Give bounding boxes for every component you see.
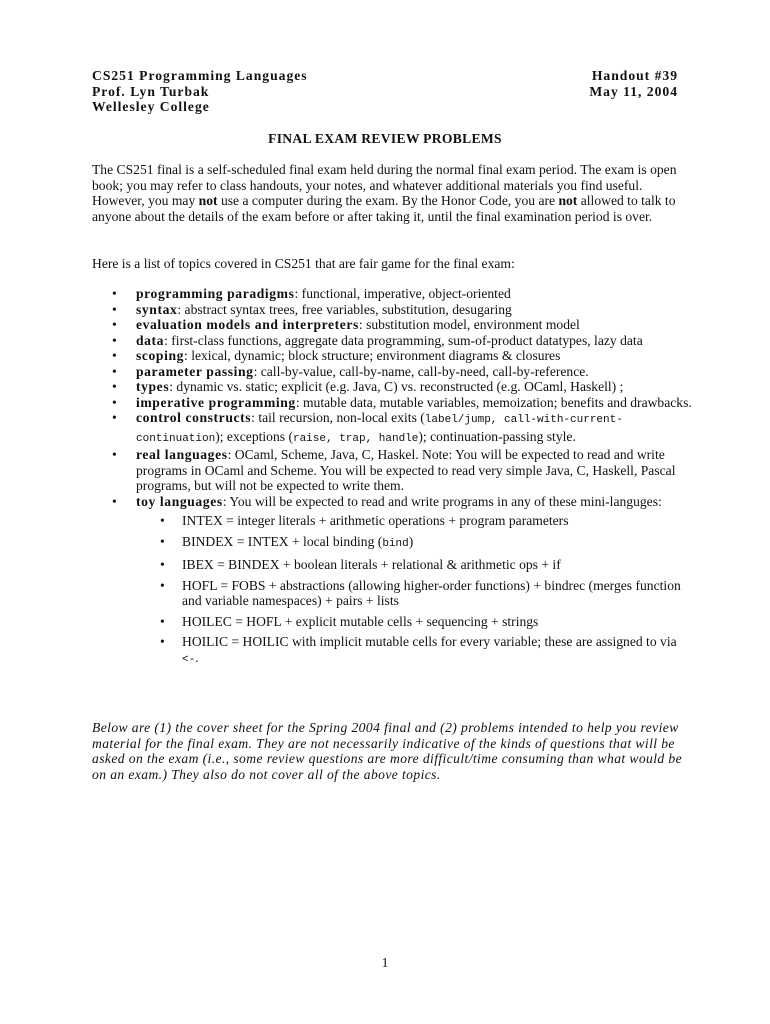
topic-term: data <box>136 332 165 348</box>
course-header <box>92 68 308 115</box>
list-item <box>92 395 692 411</box>
topic-description: : You will be expected to read and write programs in any of these mini-languges: <box>222 493 662 509</box>
list-item <box>136 634 692 668</box>
language-description: ) <box>408 533 414 549</box>
topic-term: evaluation models and interpreters <box>136 317 359 332</box>
topic-description: ); continuation-passing style. <box>418 428 576 444</box>
intro-text-3: allowed to talk to anyone about the details of the exam before or after taking it, until the final examination period is over. <box>92 193 676 224</box>
code-snippet: bind <box>382 537 409 550</box>
list-item <box>136 534 692 553</box>
topic-term: syntax <box>136 301 178 317</box>
code-snippet: raise, trap, handle <box>292 432 419 445</box>
topic-term: scoping <box>136 348 185 363</box>
list-item <box>92 348 692 364</box>
language-description: HOILEC = HOFL + explicit mutable cells + sequencing + strings <box>182 613 539 629</box>
intro-paragraph <box>92 162 692 224</box>
topic-description: : substitution model, environment model <box>358 317 580 332</box>
intro-emphasis-not-2: not <box>558 193 578 208</box>
topic-term: types <box>136 379 170 394</box>
topic-description: ); exceptions ( <box>215 428 293 444</box>
topic-term: toy languages <box>136 493 223 509</box>
intro-text-2: use a computer during the exam. By the Honor Code, you are <box>217 193 559 208</box>
list-item <box>92 379 692 395</box>
topic-description: : abstract syntax trees, free variables, substitution, desugaring <box>177 301 512 317</box>
topic-term: real languages <box>136 447 228 462</box>
language-description: . <box>195 649 199 665</box>
code-snippet: <- <box>182 653 196 666</box>
list-item <box>136 513 692 529</box>
intro-emphasis-not-1: not <box>198 193 218 208</box>
topic-description: : dynamic vs. static; explicit (e.g. Java, C) vs. reconstructed (e.g. OCaml, Haskell) ; <box>169 379 624 394</box>
code-snippet: label/jump, call-with-current-continuation <box>136 414 623 445</box>
language-description: HOILIC = HOILIC with implicit mutable cells for every variable; these are assigned to via <box>182 634 677 649</box>
document-title: FINAL EXAM REVIEW PROBLEMS <box>268 131 502 146</box>
topic-description: : call-by-value, call-by-name, call-by-need, call-by-reference. <box>253 363 589 379</box>
list-item <box>136 557 692 573</box>
topic-term: control constructs <box>136 410 252 425</box>
page-number: 1 <box>381 955 389 970</box>
list-item <box>92 364 692 380</box>
topics-list <box>92 286 692 673</box>
closing-note: Below are (1) the cover sheet for the Spring 2004 final and (2) problems intended to help you review material for the final exam. They are not necessarily indicative of the kinds of questions that will be asked on the exam (i.e., some review questions are more difficult/time consuming than what would be on an exam.) They also do not cover all of the above topics. <box>92 720 683 782</box>
college-name: Wellesley College <box>92 99 210 114</box>
topic-description: : tail recursion, non-local exits ( <box>251 410 425 425</box>
topic-description: : OCaml, Scheme, Java, C, Haskel. Note: You will be expected to read and write programs in OCaml and Scheme. You will be expected to read very simple Java, C, Haskell, Pascal programs, but will not be expected to write them. <box>136 447 676 493</box>
topic-description: : lexical, dynamic; block structure; environment diagrams & closures <box>184 348 561 363</box>
handout-date: May 11, 2004 <box>589 83 678 99</box>
topic-term: imperative programming <box>136 394 296 410</box>
toy-languages-list <box>136 513 692 668</box>
list-item <box>92 333 692 349</box>
handout-number: Handout #39 <box>591 68 678 83</box>
list-item <box>136 578 692 609</box>
topic-description: : first-class functions, aggregate data programming, sum-of-product datatypes, lazy data <box>164 332 643 348</box>
professor-name: Prof. Lyn Turbak <box>92 83 210 99</box>
language-description: BINDEX = INTEX + local binding ( <box>182 533 383 549</box>
language-description: HOFL = FOBS + abstractions (allowing higher-order functions) + bindrec (merges function and variable namespaces) + pairs + lists <box>182 577 681 608</box>
topic-description: : functional, imperative, object-oriented <box>294 286 511 301</box>
language-description: IBEX = BINDEX + boolean literals + relational & arithmetic ops + if <box>182 557 561 572</box>
topic-term: parameter passing <box>136 363 254 379</box>
topic-term: programming paradigms <box>136 286 295 301</box>
course-name: CS251 Programming Languages <box>92 68 308 83</box>
list-item <box>92 286 692 302</box>
list-item <box>92 494 692 669</box>
list-item <box>92 447 692 494</box>
intro-text-1: The CS251 final is a self-scheduled final exam held during the normal final exam period. The exam is open book; you may refer to class handouts, your notes, and whatever additional materials you find useful. However, you may <box>92 162 677 208</box>
list-item <box>92 317 692 333</box>
list-item <box>92 410 692 447</box>
topics-lead-sentence: Here is a list of topics covered in CS251 that are fair game for the final exam: <box>92 256 515 271</box>
handout-header <box>589 68 678 99</box>
topic-description: : mutable data, mutable variables, memoization; benefits and drawbacks. <box>295 394 692 410</box>
list-item <box>92 302 692 318</box>
list-item <box>136 614 692 630</box>
language-description: INTEX = integer literals + arithmetic operations + program parameters <box>182 513 569 528</box>
